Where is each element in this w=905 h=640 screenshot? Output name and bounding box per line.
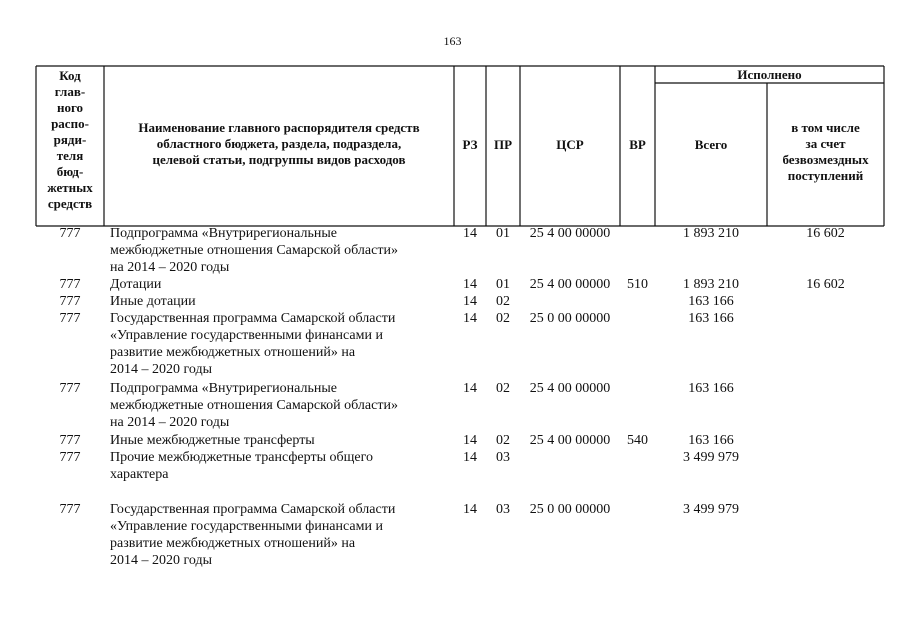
cell-name-line: Подпрограмма «Внутрирегиональные — [110, 381, 337, 396]
cell-name-line: Иные дотации — [110, 294, 196, 309]
cell-csr: 25 4 00 00000 — [529, 433, 611, 448]
cell-pr: 02 — [496, 381, 510, 396]
cell-vr: 510 — [627, 277, 648, 292]
cell-name-line: Государственная программа Самарской области — [110, 311, 396, 326]
cell-name — [110, 380, 450, 431]
cell-total: 1 893 210 — [683, 277, 739, 292]
cell-name-line: Иные межбюджетные трансферты — [110, 433, 315, 448]
cell-pr: 01 — [496, 277, 510, 292]
cell-code: 777 — [59, 294, 81, 309]
header-vr: ВР — [629, 137, 646, 152]
cell-rz: 14 — [463, 433, 477, 448]
cell-rz: 14 — [463, 226, 477, 241]
cell-rz: 14 — [463, 294, 477, 309]
cell-total: 1 893 210 — [683, 226, 739, 241]
cell-pr: 02 — [496, 294, 510, 309]
header-pr: ПР — [493, 137, 513, 152]
hdr-code-line: ного — [56, 100, 84, 115]
cell-code: 777 — [59, 226, 81, 241]
cell-total: 163 166 — [688, 294, 734, 309]
cell-name-line: 2014 – 2020 годы — [110, 553, 213, 568]
page-number: 163 — [443, 34, 462, 48]
cell-name-line: характера — [110, 467, 169, 482]
cell-csr: 25 4 00 00000 — [529, 277, 611, 292]
cell-csr: 25 4 00 00000 — [529, 381, 611, 396]
header-incl — [767, 120, 884, 184]
cell-name — [110, 310, 450, 378]
cell-name-line: «Управление государственными финансами и — [110, 328, 383, 343]
cell-total: 163 166 — [688, 311, 734, 326]
cell-name-line: Прочие межбюджетные трансферты общего — [110, 450, 373, 465]
cell-name — [110, 449, 450, 483]
cell-name-line: развитие межбюджетных отношений» на — [110, 536, 356, 551]
hdr-code-line: жетных — [47, 180, 93, 195]
cell-name — [110, 293, 450, 310]
cell-name-line: Подпрограмма «Внутрирегиональные — [110, 226, 337, 241]
cell-name-line: на 2014 – 2020 годы — [110, 415, 230, 430]
hdr-code-line: Код — [59, 68, 81, 83]
cell-total: 163 166 — [688, 433, 734, 448]
cell-incl: 16 602 — [806, 226, 845, 241]
cell-pr: 02 — [496, 433, 510, 448]
hdr-code-line: распо- — [51, 116, 89, 131]
cell-pr: 01 — [496, 226, 510, 241]
cell-code: 777 — [59, 450, 81, 465]
cell-code: 777 — [59, 277, 81, 292]
cell-rz: 14 — [463, 450, 477, 465]
cell-name — [110, 276, 450, 293]
cell-name-line: межбюджетные отношения Самарской области» — [110, 243, 398, 258]
cell-pr: 03 — [496, 450, 510, 465]
cell-name — [110, 432, 450, 449]
cell-name-line: развитие межбюджетных отношений» на — [110, 345, 356, 360]
cell-pr: 02 — [496, 311, 510, 326]
cell-total: 163 166 — [688, 381, 734, 396]
header-name — [104, 120, 454, 168]
cell-name-line: Дотации — [110, 277, 162, 292]
cell-total: 3 499 979 — [683, 450, 739, 465]
header-total: Всего — [694, 137, 728, 152]
cell-code: 777 — [59, 311, 81, 326]
hdr-code-line: бюд- — [56, 164, 84, 179]
hdr-code-line: средств — [47, 196, 93, 211]
hdr-incl-line: в том числе — [791, 120, 860, 135]
hdr-incl-line: поступлений — [787, 168, 864, 183]
cell-name — [110, 225, 450, 276]
cell-incl: 16 602 — [806, 277, 845, 292]
hdr-code-line: ряди- — [53, 132, 87, 147]
cell-name-line: межбюджетные отношения Самарской области» — [110, 398, 398, 413]
cell-csr: 25 4 00 00000 — [529, 226, 611, 241]
hdr-name-line: целевой статьи, подгруппы видов расходов — [152, 152, 406, 167]
hdr-incl-line: за счет — [805, 136, 846, 151]
cell-name-line: «Управление государственными финансами и — [110, 519, 383, 534]
hdr-code-line: теля — [56, 148, 84, 163]
cell-name-line: Государственная программа Самарской области — [110, 502, 396, 517]
header-executed: Исполнено — [737, 67, 802, 82]
header-code — [36, 68, 104, 212]
cell-code: 777 — [59, 502, 81, 517]
header-rz: РЗ — [462, 137, 478, 152]
cell-name-line: 2014 – 2020 годы — [110, 362, 213, 377]
cell-csr: 25 0 00 00000 — [529, 502, 611, 517]
cell-rz: 14 — [463, 311, 477, 326]
hdr-incl-line: безвозмездных — [782, 152, 869, 167]
cell-code: 777 — [59, 381, 81, 396]
cell-code: 777 — [59, 433, 81, 448]
cell-name-line: на 2014 – 2020 годы — [110, 260, 230, 275]
cell-rz: 14 — [463, 277, 477, 292]
cell-total: 3 499 979 — [683, 502, 739, 517]
cell-rz: 14 — [463, 381, 477, 396]
cell-csr: 25 0 00 00000 — [529, 311, 611, 326]
hdr-code-line: глав- — [54, 84, 86, 99]
hdr-name-line: областного бюджета, раздела, подраздела, — [156, 136, 402, 151]
header-csr: ЦСР — [556, 137, 584, 152]
cell-pr: 03 — [496, 502, 510, 517]
cell-vr: 540 — [627, 433, 648, 448]
cell-name — [110, 501, 450, 569]
cell-rz: 14 — [463, 502, 477, 517]
hdr-name-line: Наименование главного распорядителя средств — [138, 120, 420, 135]
